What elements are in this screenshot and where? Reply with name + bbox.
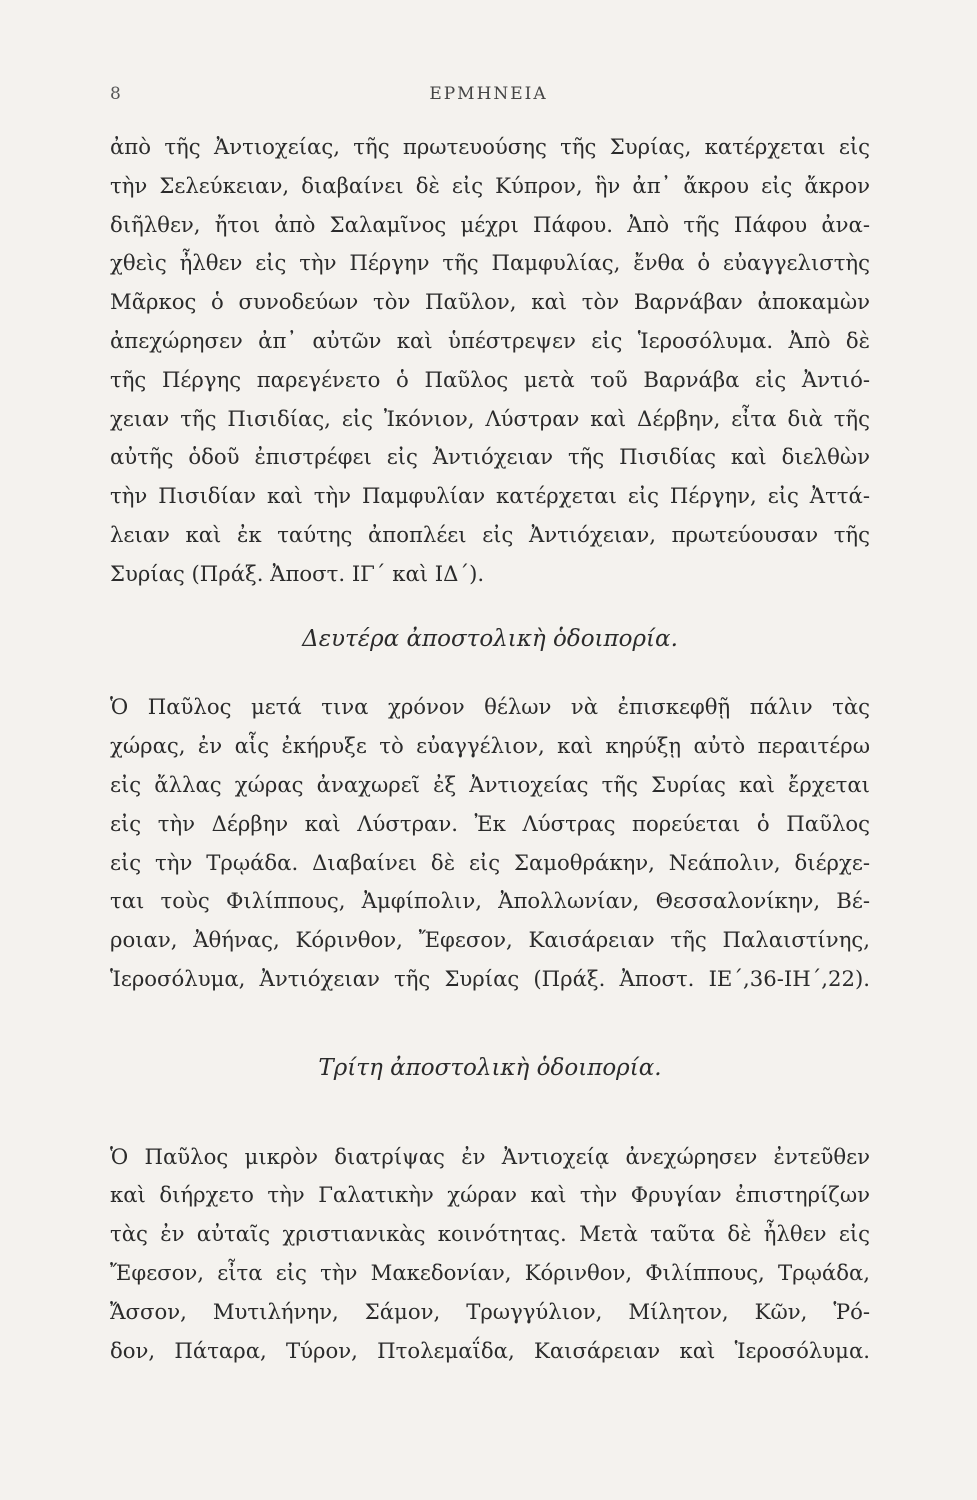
text-line: Ἱεροσόλυμα, Ἀντιόχειαν τῆς Συρίας (Πράξ. Ἀποστ. ΙΕ´,36-ΙΗ´,22). xyxy=(110,965,870,991)
text-line: Ὁ Παῦλος μικρὸν διατρίψας ἐν Ἀντιοχείᾳ ἀνεχώρησεν ἐντεῦθεν xyxy=(110,1143,870,1169)
paragraph-third-journey xyxy=(110,1138,870,1371)
section-heading-second-journey: Δευτέρα ἀποστολικὴ ὁδοιπορία. xyxy=(302,625,678,652)
text-line: τὴν Πισιδίαν καὶ τὴν Παμφυλίαν κατέρχεται εἰς Πέργην, εἰς Ἀττά- xyxy=(110,483,870,509)
text-line: ροιαν, Ἀθήνας, Κόρινθον, Ἔφεσον, Καισάρειαν τῆς Παλαιστίνης, xyxy=(110,927,870,953)
text-line: εἰς τὴν Τρῳάδα. Διαβαίνει δὲ εἰς Σαμοθράκην, Νεάπολιν, διέρχε- xyxy=(110,849,870,875)
page-number: 8 xyxy=(110,84,121,104)
text-line: ἀπὸ τῆς Ἀντιοχείας, τῆς πρωτευούσης τῆς Συρίας, κατέρχεται εἰς xyxy=(110,134,870,159)
text-line: Ἔφεσον, εἶτα εἰς τὴν Μακεδονίαν, Κόρινθον, Φιλίππους, Τρῳάδα, xyxy=(110,1259,870,1285)
text-line: Συρίας (Πράξ. Ἀποστ. ΙΓ´ καὶ ΙΔ´). xyxy=(110,560,485,586)
text-line: χειαν τῆς Πισιδίας, εἰς Ἰκόνιον, Λύστραν καὶ Δέρβην, εἶτα διὰ τῆς xyxy=(110,405,870,431)
text-line: τῆς Πέργης παρεγένετο ὁ Παῦλος μετὰ τοῦ Βαρνάβα εἰς Ἀντιό- xyxy=(110,366,870,392)
paragraph-second-journey xyxy=(110,688,870,998)
section-heading-third-journey: Τρίτη ἀποστολικὴ ὁδοιπορία. xyxy=(318,1054,662,1081)
running-title: ΕΡΜΗΝΕΙΑ xyxy=(429,84,548,104)
text-line: ται τοὺς Φιλίππους, Ἀμφίπολιν, Ἀπολλωνίαν, Θεσσαλονίκην, Βέ- xyxy=(110,888,870,914)
text-line: Ὁ Παῦλος μετά τινα χρόνον θέλων νὰ ἐπισκεφθῇ πάλιν τὰς xyxy=(110,694,870,720)
paragraph-first-journey xyxy=(110,128,870,594)
text-line: χώρας, ἐν αἷς ἐκήρυξε τὸ εὐαγγέλιον, καὶ κηρύξῃ αὐτὸ περαιτέρω xyxy=(110,733,870,759)
page-body xyxy=(110,128,870,1370)
text-line: δον, Πάταρα, Τύρον, Πτολεμαΐδα, Καισάρειαν καὶ Ἱεροσόλυμα. xyxy=(110,1337,870,1363)
text-line: αὐτῆς ὁδοῦ ἐπιστρέφει εἰς Ἀντιόχειαν τῆς Πισιδίας καὶ διελθὼν xyxy=(110,444,870,470)
text-line: εἰς τὴν Δέρβην καὶ Λύστραν. Ἐκ Λύστρας πορεύεται ὁ Παῦλος xyxy=(110,810,870,836)
text-line: λειαν καὶ ἐκ ταύτης ἀποπλέει εἰς Ἀντιόχειαν, πρωτεύουσαν τῆς xyxy=(110,521,870,547)
page-header xyxy=(110,84,867,114)
text-line: Μᾶρκος ὁ συνοδεύων τὸν Παῦλον, καὶ τὸν Βαρνάβαν ἀποκαμὼν xyxy=(110,289,870,315)
text-line: εἰς ἄλλας χώρας ἀναχωρεῖ ἐξ Ἀντιοχείας τῆς Συρίας καὶ ἔρχεται xyxy=(110,771,870,797)
text-line: Ἄσσον, Μυτιλήνην, Σάμον, Τρωγγύλιον, Μίλητον, Κῶν, Ῥό- xyxy=(110,1298,870,1324)
text-line: διῆλθεν, ἤτοι ἀπὸ Σαλαμῖνος μέχρι Πάφου. Ἀπὸ τῆς Πάφου ἀνα- xyxy=(110,211,870,237)
text-line: χθεὶς ἦλθεν εἰς τὴν Πέργην τῆς Παμφυλίας, ἔνθα ὁ εὐαγγελιστὴς xyxy=(110,250,870,276)
text-line: καὶ διήρχετο τὴν Γαλατικὴν χώραν καὶ τὴν Φρυγίαν ἐπιστηρίζων xyxy=(110,1182,870,1208)
text-line: ἀπεχώρησεν ἀπ᾽ αὐτῶν καὶ ὑπέστρεψεν εἰς Ἱεροσόλυμα. Ἀπὸ δὲ xyxy=(110,327,870,353)
text-line: τὰς ἐν αὐταῖς χριστιανικὰς κοινότητας. Μετὰ ταῦτα δὲ ἦλθεν εἰς xyxy=(110,1221,870,1247)
text-line: τὴν Σελεύκειαν, διαβαίνει δὲ εἰς Κύπρον, ἣν ἀπ᾽ ἄκρου εἰς ἄκρον xyxy=(110,172,870,198)
